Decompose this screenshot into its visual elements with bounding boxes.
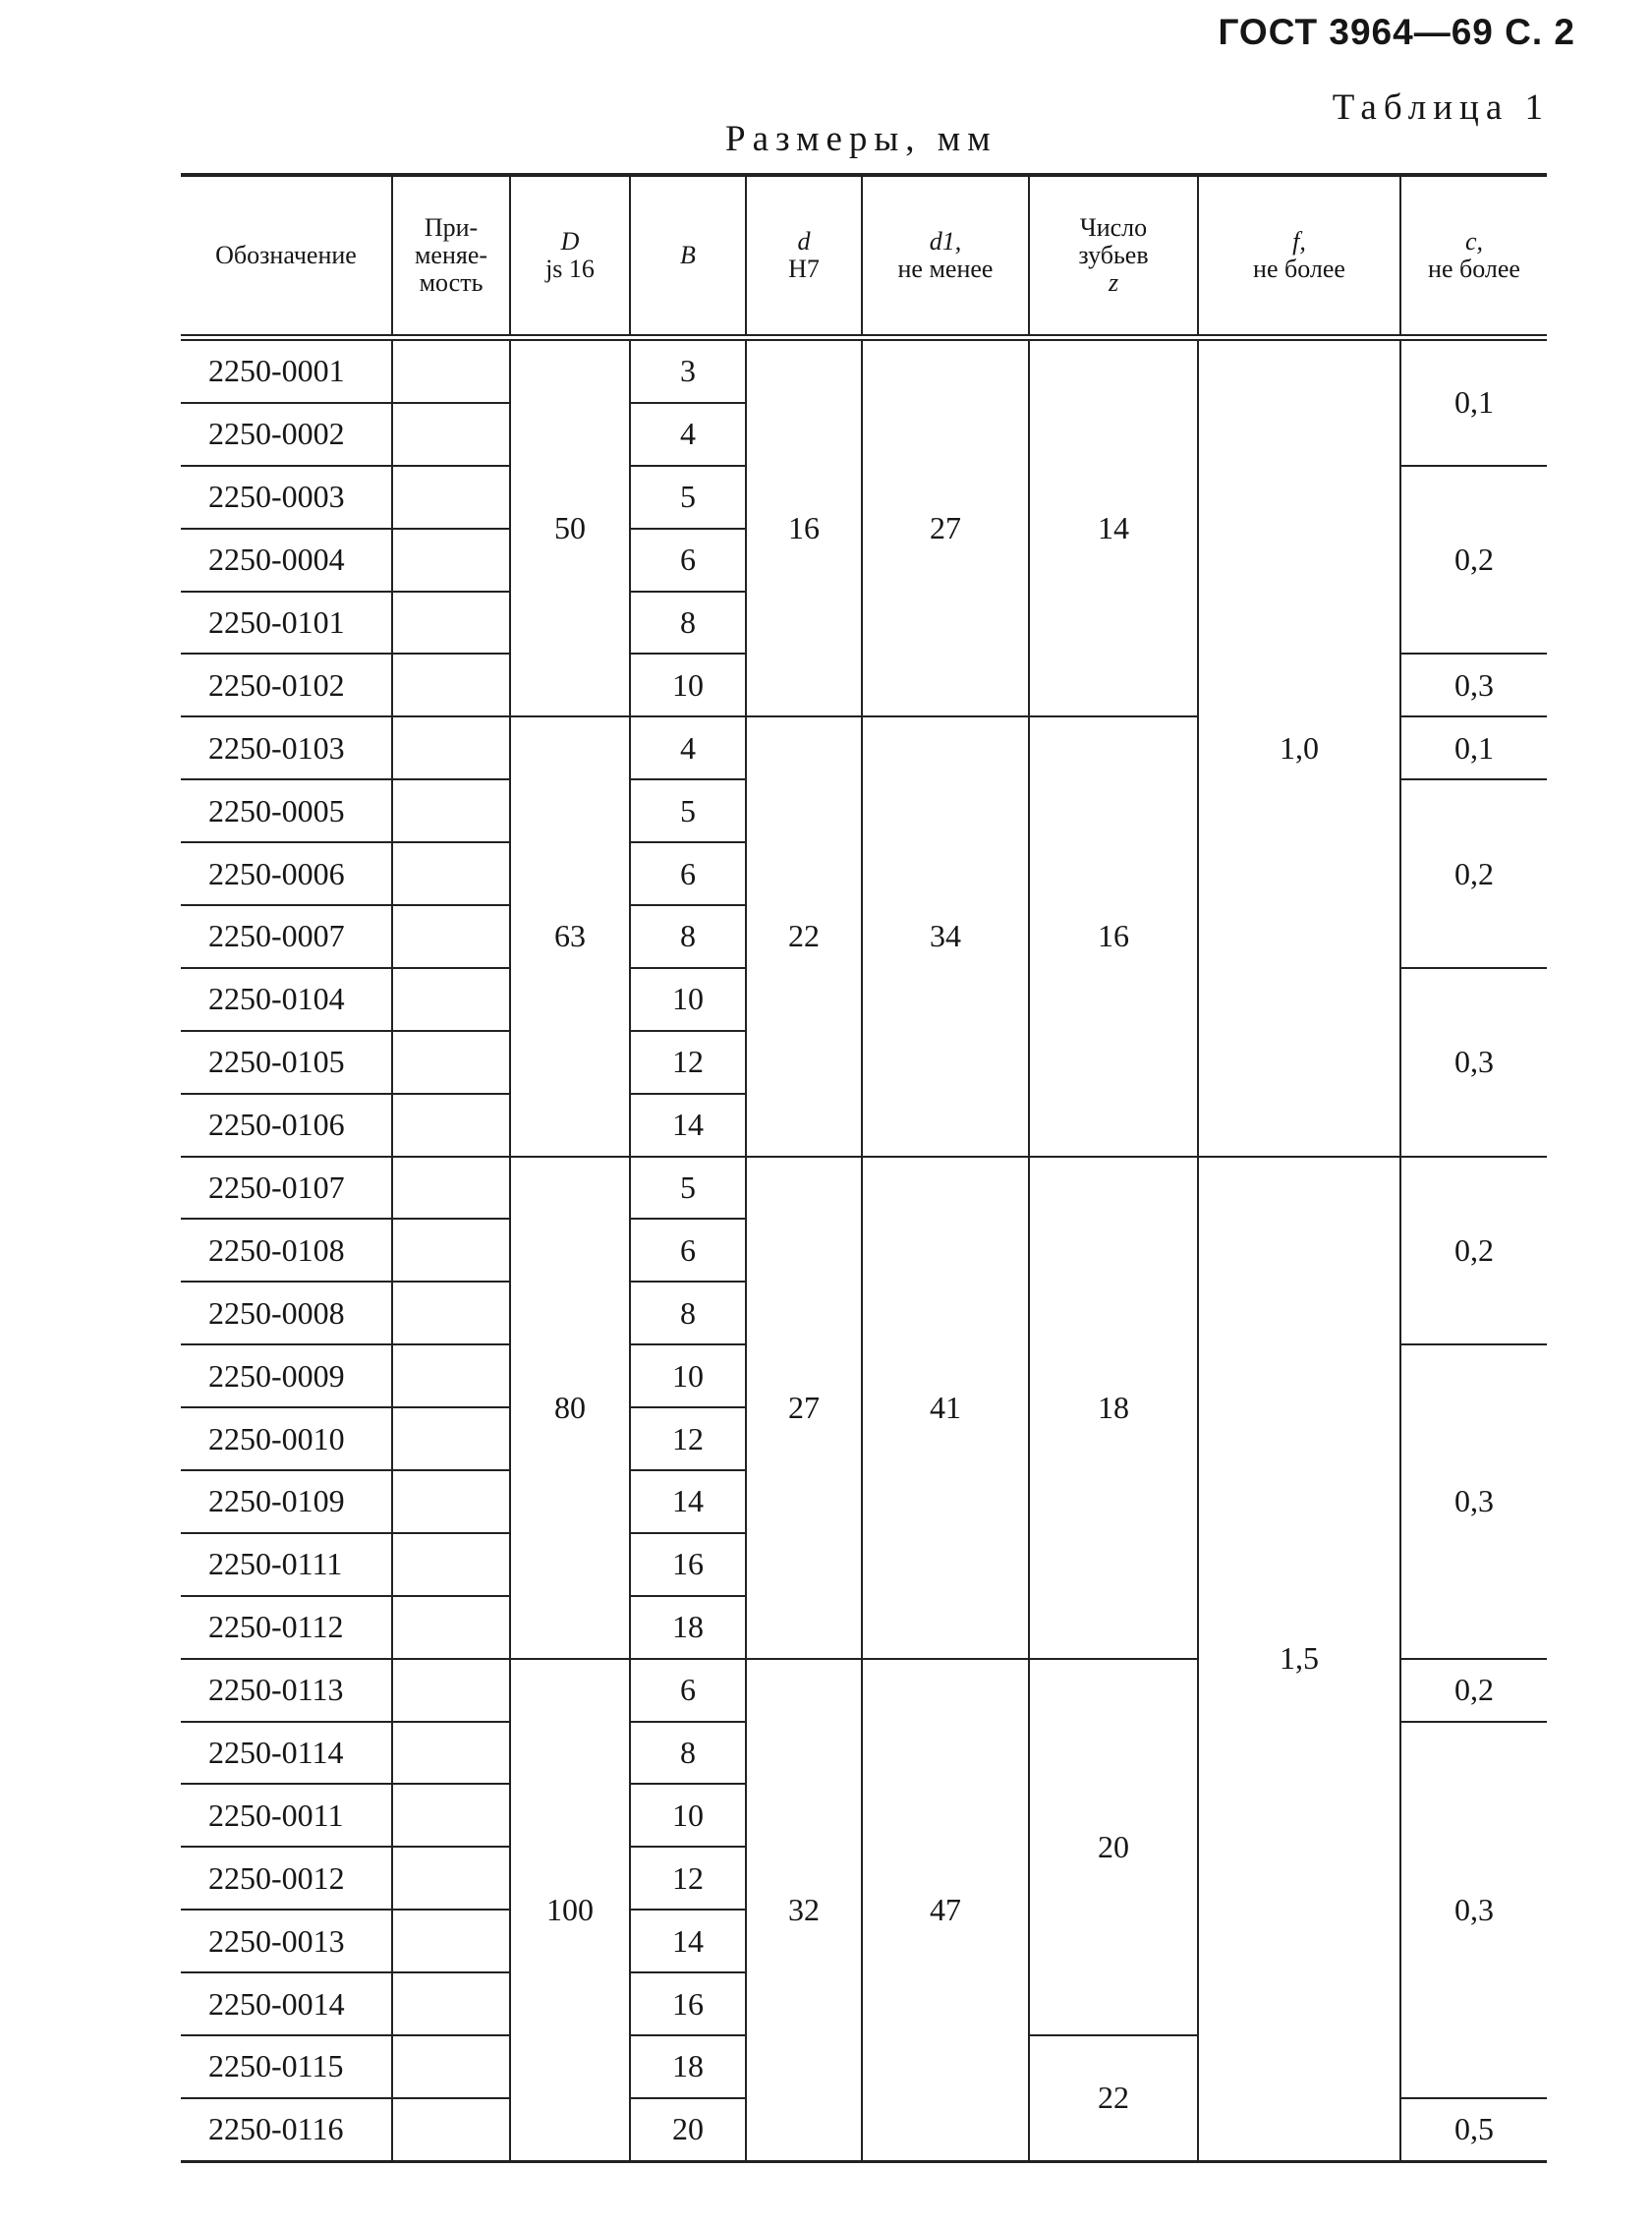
applicability-cell <box>392 1596 510 1659</box>
z-cell: 18 <box>1029 1157 1198 1659</box>
B-cell: 10 <box>630 968 746 1031</box>
c-cell: 0,1 <box>1400 716 1547 779</box>
B-cell: 5 <box>630 466 746 529</box>
col-f: f, не более <box>1198 175 1400 338</box>
B-cell: 6 <box>630 1659 746 1722</box>
designation-cell: 2250-0001 <box>181 338 392 403</box>
table-title: Таблица 1 <box>1332 87 1550 128</box>
B-cell: 8 <box>630 905 746 968</box>
c-cell: 0,3 <box>1400 968 1547 1157</box>
table-row <box>181 1157 1547 1220</box>
B-cell: 14 <box>630 1094 746 1157</box>
designation-cell: 2250-0013 <box>181 1910 392 1972</box>
applicability-cell <box>392 654 510 716</box>
c-cell: 0,2 <box>1400 466 1547 655</box>
B-cell: 6 <box>630 1219 746 1282</box>
designation-cell: 2250-0006 <box>181 842 392 905</box>
c-cell: 0,2 <box>1400 1659 1547 1722</box>
B-cell: 8 <box>630 1282 746 1344</box>
applicability-cell <box>392 1722 510 1785</box>
B-cell: 4 <box>630 716 746 779</box>
applicability-cell <box>392 529 510 592</box>
d1-cell: 41 <box>862 1157 1029 1659</box>
D-cell: 80 <box>510 1157 630 1659</box>
applicability-cell <box>392 1407 510 1470</box>
B-cell: 10 <box>630 654 746 716</box>
applicability-cell <box>392 1972 510 2035</box>
col-z: Число зубьев z <box>1029 175 1198 338</box>
designation-cell: 2250-0002 <box>181 403 392 466</box>
designation-cell: 2250-0101 <box>181 592 392 655</box>
designation-cell: 2250-0112 <box>181 1596 392 1659</box>
applicability-cell <box>392 1219 510 1282</box>
B-cell: 12 <box>630 1407 746 1470</box>
z-cell: 14 <box>1029 338 1198 717</box>
B-cell: 18 <box>630 1596 746 1659</box>
applicability-cell <box>392 1470 510 1533</box>
f-cell: 1,5 <box>1198 1157 1400 2162</box>
col-c: c, не более <box>1400 175 1547 338</box>
c-cell: 0,2 <box>1400 779 1547 968</box>
applicability-cell <box>392 1344 510 1407</box>
c-cell: 0,5 <box>1400 2098 1547 2161</box>
applicability-cell <box>392 1659 510 1722</box>
B-cell: 16 <box>630 1972 746 2035</box>
designation-cell: 2250-0109 <box>181 1470 392 1533</box>
designation-cell: 2250-0104 <box>181 968 392 1031</box>
B-cell: 10 <box>630 1784 746 1847</box>
B-cell: 3 <box>630 338 746 403</box>
z-cell: 16 <box>1029 716 1198 1156</box>
B-cell: 8 <box>630 592 746 655</box>
table-row <box>181 338 1547 403</box>
B-cell: 6 <box>630 529 746 592</box>
B-cell: 5 <box>630 1157 746 1220</box>
designation-cell: 2250-0004 <box>181 529 392 592</box>
col-designation: Обозначение <box>181 175 392 338</box>
d-cell: 32 <box>746 1659 862 2162</box>
applicability-cell <box>392 403 510 466</box>
applicability-cell <box>392 2035 510 2098</box>
col-D: D js 16 <box>510 175 630 338</box>
B-cell: 14 <box>630 1910 746 1972</box>
dimensions-table <box>181 173 1547 2163</box>
D-cell: 100 <box>510 1659 630 2162</box>
gost-page-header: ГОСТ 3964—69 С. 2 <box>1218 12 1575 52</box>
applicability-cell <box>392 1031 510 1094</box>
applicability-cell <box>392 1094 510 1157</box>
col-d: d H7 <box>746 175 862 338</box>
header-row <box>181 175 1547 338</box>
designation-cell: 2250-0111 <box>181 1533 392 1596</box>
d-cell: 27 <box>746 1157 862 1659</box>
D-cell: 50 <box>510 338 630 717</box>
B-cell: 16 <box>630 1533 746 1596</box>
B-cell: 5 <box>630 779 746 842</box>
B-cell: 4 <box>630 403 746 466</box>
table-caption: Размеры, мм <box>725 119 997 159</box>
d1-cell: 27 <box>862 338 1029 717</box>
B-cell: 12 <box>630 1847 746 1910</box>
c-cell: 0,2 <box>1400 1157 1547 1345</box>
designation-cell: 2250-0005 <box>181 779 392 842</box>
designation-cell: 2250-0108 <box>181 1219 392 1282</box>
d1-cell: 34 <box>862 716 1029 1156</box>
B-cell: 12 <box>630 1031 746 1094</box>
applicability-cell <box>392 1847 510 1910</box>
designation-cell: 2250-0008 <box>181 1282 392 1344</box>
B-cell: 14 <box>630 1470 746 1533</box>
applicability-cell <box>392 592 510 655</box>
applicability-cell <box>392 2098 510 2161</box>
f-cell: 1,0 <box>1198 338 1400 1157</box>
table-body <box>181 338 1547 2162</box>
designation-cell: 2250-0113 <box>181 1659 392 1722</box>
designation-cell: 2250-0115 <box>181 2035 392 2098</box>
applicability-cell <box>392 1533 510 1596</box>
designation-cell: 2250-0011 <box>181 1784 392 1847</box>
B-cell: 6 <box>630 842 746 905</box>
designation-cell: 2250-0007 <box>181 905 392 968</box>
applicability-cell <box>392 842 510 905</box>
applicability-cell <box>392 338 510 403</box>
designation-cell: 2250-0012 <box>181 1847 392 1910</box>
D-cell: 63 <box>510 716 630 1156</box>
col-d1: d1, не менее <box>862 175 1029 338</box>
B-cell: 20 <box>630 2098 746 2161</box>
applicability-cell <box>392 466 510 529</box>
applicability-cell <box>392 968 510 1031</box>
B-cell: 18 <box>630 2035 746 2098</box>
applicability-cell <box>392 716 510 779</box>
c-cell: 0,1 <box>1400 338 1547 466</box>
designation-cell: 2250-0014 <box>181 1972 392 2035</box>
designation-cell: 2250-0106 <box>181 1094 392 1157</box>
applicability-cell <box>392 905 510 968</box>
B-cell: 10 <box>630 1344 746 1407</box>
col-applicability: При- меняе- мость <box>392 175 510 338</box>
designation-cell: 2250-0009 <box>181 1344 392 1407</box>
designation-cell: 2250-0103 <box>181 716 392 779</box>
B-cell: 8 <box>630 1722 746 1785</box>
designation-cell: 2250-0116 <box>181 2098 392 2161</box>
z-cell: 22 <box>1029 2035 1198 2161</box>
c-cell: 0,3 <box>1400 1722 1547 2098</box>
designation-cell: 2250-0105 <box>181 1031 392 1094</box>
d-cell: 16 <box>746 338 862 717</box>
z-cell: 20 <box>1029 1659 1198 2035</box>
applicability-cell <box>392 779 510 842</box>
applicability-cell <box>392 1282 510 1344</box>
d1-cell: 47 <box>862 1659 1029 2162</box>
designation-cell: 2250-0102 <box>181 654 392 716</box>
col-B: B <box>630 175 746 338</box>
designation-cell: 2250-0003 <box>181 466 392 529</box>
applicability-cell <box>392 1157 510 1220</box>
applicability-cell <box>392 1910 510 1972</box>
applicability-cell <box>392 1784 510 1847</box>
c-cell: 0,3 <box>1400 1344 1547 1658</box>
designation-cell: 2250-0107 <box>181 1157 392 1220</box>
d-cell: 22 <box>746 716 862 1156</box>
designation-cell: 2250-0010 <box>181 1407 392 1470</box>
designation-cell: 2250-0114 <box>181 1722 392 1785</box>
c-cell: 0,3 <box>1400 654 1547 716</box>
